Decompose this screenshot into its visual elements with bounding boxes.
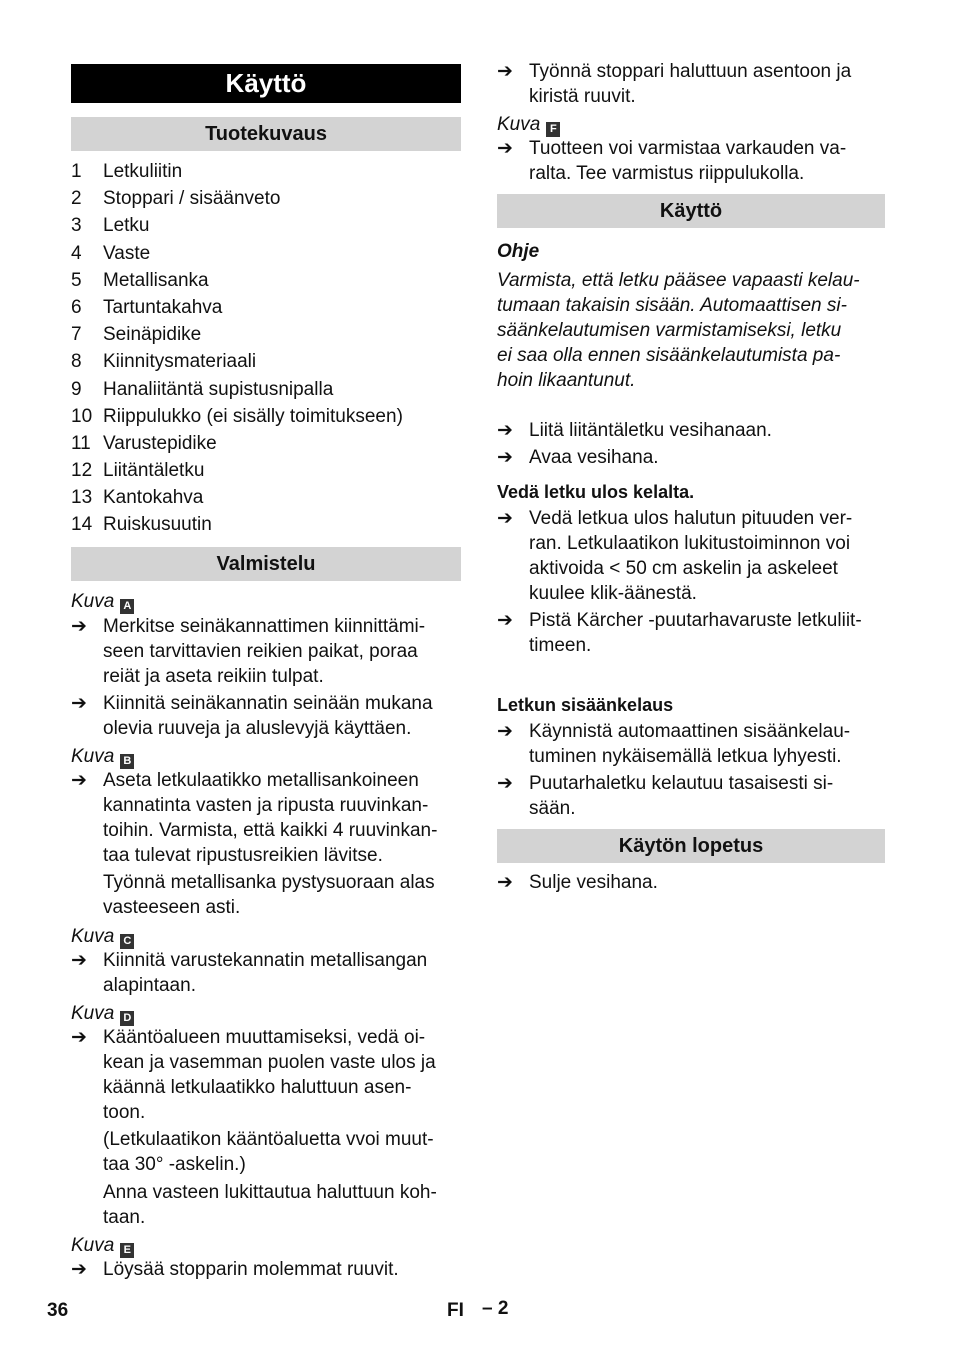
figure-ref-b: Kuva B: [71, 744, 134, 769]
figure-ref-e: Kuva E: [71, 1233, 134, 1258]
parts-list-number: 10: [71, 405, 93, 427]
parts-list-item: [71, 511, 403, 538]
step-v2: ➔ Pistä Kärcher -puutarhavaruste letkuliit- timeen.: [497, 610, 862, 656]
parts-list-number: 3: [71, 215, 82, 237]
parts-list-number: 7: [71, 324, 82, 346]
section-heading-tuotekuvaus: Tuotekuvaus: [71, 117, 461, 151]
parts-list-item: [71, 294, 403, 321]
step-k1: ➔ Liitä liitäntäletku vesihanaan.: [497, 420, 772, 441]
parts-list-label: Vaste: [103, 242, 151, 264]
step-a2: ➔ Kiinnitä seinäkannatin seinään mukana olevia ruuveja ja aluslevyjä käyttäen.: [71, 693, 433, 739]
parts-list-number: 6: [71, 296, 82, 318]
parts-list-number: 11: [71, 432, 91, 454]
parts-list-label: Metallisanka: [103, 269, 209, 291]
step-d1-continued-1: (Letkulaatikon kääntöaluetta vvoi muut- taa 30° -askelin.): [103, 1129, 434, 1175]
parts-list-item: [71, 158, 403, 185]
parts-list-label: Hanaliitäntä supistusnipalla: [103, 378, 334, 400]
parts-list-item: [71, 321, 403, 348]
parts-list-label: Kantokahva: [103, 487, 204, 509]
parts-list: [71, 158, 403, 539]
parts-list-number: 8: [71, 351, 82, 373]
section-heading-kaytto: Käyttö: [497, 194, 885, 228]
parts-list-label: Tartuntakahva: [103, 296, 223, 318]
step-s1: ➔ Käynnistä automaattinen sisäänkelau- tuminen nykäisemällä letkua lyhyesti.: [497, 721, 851, 767]
note-heading: Ohje: [497, 241, 540, 262]
section-heading-lopetus: Käytön lopetus: [497, 829, 885, 863]
figure-ref-c: Kuva C: [71, 924, 134, 949]
parts-list-label: Letku: [103, 215, 150, 237]
parts-list-number: 9: [71, 378, 82, 400]
parts-list-label: Kiinnitysmateriaali: [103, 351, 257, 373]
parts-list-label: Liitäntäletku: [103, 460, 205, 482]
parts-list-label: Varustepidike: [103, 432, 217, 454]
step-k2: ➔ Avaa vesihana.: [497, 447, 659, 468]
parts-list-item: [71, 430, 403, 457]
figure-ref-d: Kuva D: [71, 1001, 134, 1026]
parts-list-item: [71, 376, 403, 403]
subheading-sisaankelaus: Letkun sisäänkelaus: [497, 695, 674, 715]
step-s2: ➔ Puutarhaletku kelautuu tasaisesti si- sään.: [497, 773, 834, 819]
parts-list-label: Letkuliitin: [103, 161, 183, 182]
step-e2: ➔ Työnnä stoppari haluttuun asentoon ja kiristä ruuvit.: [497, 61, 852, 107]
parts-list-item: [71, 403, 403, 430]
parts-list-label: Seinäpidike: [103, 324, 202, 346]
parts-list-number: 13: [71, 487, 93, 509]
note-text: Varmista, että letku pääsee vapaasti kelau- tumaan takaisin sisään. Automaattisen si- säänkelautumisen varmistamiseksi, letku ei saa olla ennen sisäänkelautumista pa- hoin likaantunut.: [497, 270, 860, 391]
parts-list-item: [71, 185, 403, 212]
parts-list-item: [71, 240, 403, 267]
figure-ref-a: Kuva A: [71, 589, 134, 614]
parts-list-label: Riippulukko (ei sisälly toimitukseen): [103, 405, 403, 427]
step-c1: ➔ Kiinnitä varustekannatin metallisangan alapintaan.: [71, 950, 428, 996]
step-d1: ➔ Kääntöalueen muuttamiseksi, vedä oi- kean ja vasemman puolen vaste ulos ja käännä letkulaatikko haluttuun asen- toon.: [71, 1027, 436, 1123]
sub-page-number: – 2: [482, 1298, 509, 1319]
parts-list-item: [71, 457, 403, 484]
step-f1: ➔ Tuotteen voi varmistaa varkauden va- ralta. Tee varmistus riippulukolla.: [497, 138, 847, 184]
parts-list-label: Stoppari / sisäänveto: [103, 188, 281, 210]
parts-list-item: [71, 484, 403, 511]
step-d1-continued-2: Anna vasteen lukittautua haluttuun koh- taan.: [103, 1182, 437, 1228]
step-v1: ➔ Vedä letkua ulos halutun pituuden ver- ran. Letkulaatikon lukitustoiminnon voi aktivoida < 50 cm askelin ja askeleet kuulee klik-äänestä.: [497, 508, 853, 604]
parts-list-number: 14: [71, 514, 93, 536]
page-title: Käyttö: [71, 64, 461, 103]
step-a1: ➔ Merkitse seinäkannattimen kiinnittämi- seen tarvittavien reikien paikat, poraa reiät ja aseta reikiin tulpat.: [71, 616, 426, 687]
figure-ref-f: Kuva F: [497, 112, 560, 137]
parts-list-item: [71, 267, 403, 294]
step-b1-continued: Työnnä metallisanka pystysuoraan alas vasteeseen asti.: [103, 872, 435, 918]
section-heading-valmistelu: Valmistelu: [71, 547, 461, 581]
page-number: 36: [47, 1300, 69, 1321]
parts-list-item: [71, 348, 403, 375]
step-b1: ➔ Aseta letkulaatikko metallisankoineen kannatinta vasten ja ripusta ruuvinkan- toihin. Varmista, että kaikki 4 ruuvinkan- taa tulevat ripustusreikien lävitse.: [71, 770, 438, 866]
subheading-veda: Vedä letku ulos kelalta.: [497, 482, 695, 502]
parts-list-number: 12: [71, 460, 93, 482]
parts-list-item: [71, 212, 403, 239]
parts-list-number: 4: [71, 242, 82, 264]
parts-list-number: 2: [71, 188, 82, 210]
step-e1: ➔ Löysää stopparin molemmat ruuvit.: [71, 1259, 399, 1280]
language-code: FI: [447, 1300, 464, 1321]
parts-list-number: 5: [71, 269, 82, 291]
step-l1: ➔ Sulje vesihana.: [497, 872, 658, 893]
parts-list-number: 1: [71, 161, 82, 182]
parts-list-label: Ruiskusuutin: [103, 514, 212, 536]
